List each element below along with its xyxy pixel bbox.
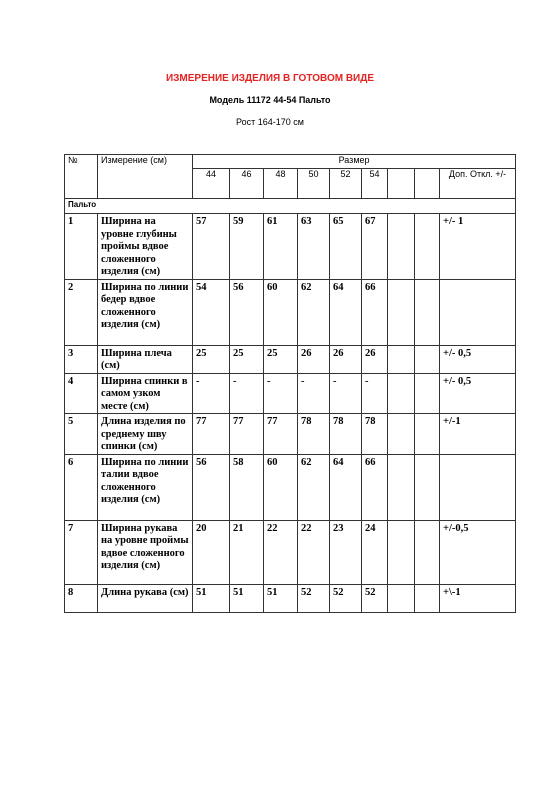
header-measurement: Измерение (см) [98, 155, 193, 199]
document-title: ИЗМЕРЕНИЕ ИЗДЕЛИЯ В ГОТОВОМ ВИДЕ [165, 73, 375, 84]
tolerance-value: +\-1 [440, 584, 516, 612]
size-value: 77 [193, 414, 230, 455]
size-value: 77 [230, 414, 264, 455]
size-value: 25 [193, 345, 230, 373]
tolerance-value: +/- 1 [440, 214, 516, 280]
size-value: 78 [330, 414, 362, 455]
row-number: 2 [65, 279, 98, 345]
row-measurement: Ширина спинки в самом узком месте (см) [98, 373, 193, 414]
size-value: 58 [230, 454, 264, 520]
header-number: № [65, 155, 98, 199]
size-value: 61 [264, 214, 298, 280]
size-value [388, 279, 415, 345]
row-measurement: Ширина плеча (см) [98, 345, 193, 373]
size-value [388, 520, 415, 584]
row-number: 8 [65, 584, 98, 612]
size-value: 24 [362, 520, 388, 584]
size-value: 52 [362, 584, 388, 612]
height-label: Рост 164-170 см [236, 117, 304, 127]
size-value: 51 [193, 584, 230, 612]
size-value: 56 [193, 454, 230, 520]
size-value [388, 345, 415, 373]
size-value: 22 [298, 520, 330, 584]
size-value: - [193, 373, 230, 414]
size-value [388, 414, 415, 455]
size-value: 65 [330, 214, 362, 280]
size-value: 52 [298, 584, 330, 612]
size-value: 51 [264, 584, 298, 612]
table-row [65, 454, 516, 520]
size-header: 52 [330, 169, 362, 199]
size-value: 57 [193, 214, 230, 280]
tolerance-value: +/- 0,5 [440, 373, 516, 414]
size-value: 51 [230, 584, 264, 612]
size-value [415, 279, 440, 345]
size-value: 26 [330, 345, 362, 373]
size-value [388, 214, 415, 280]
size-value: 20 [193, 520, 230, 584]
table-row [65, 520, 516, 584]
size-value [415, 214, 440, 280]
size-value: 78 [298, 414, 330, 455]
size-value [415, 520, 440, 584]
tolerance-value [440, 279, 516, 345]
header-tolerance: Доп. Откл. +/- [440, 169, 516, 199]
row-number: 5 [65, 414, 98, 455]
table-row [65, 584, 516, 612]
size-value: 78 [362, 414, 388, 455]
size-value: 64 [330, 454, 362, 520]
table-row [65, 414, 516, 455]
table-body [65, 214, 516, 613]
size-value: 66 [362, 279, 388, 345]
size-value: 62 [298, 279, 330, 345]
size-value: 21 [230, 520, 264, 584]
section-label: Пальто [65, 199, 516, 214]
size-value: 52 [330, 584, 362, 612]
row-number: 4 [65, 373, 98, 414]
tolerance-value [440, 454, 516, 520]
size-value: - [330, 373, 362, 414]
size-value [415, 345, 440, 373]
size-header: 50 [298, 169, 330, 199]
row-measurement: Ширина по линии талии вдвое сложенного изделия (см) [98, 454, 193, 520]
size-value: 60 [264, 454, 298, 520]
measurement-table [64, 154, 516, 613]
size-value [415, 373, 440, 414]
size-value: - [298, 373, 330, 414]
size-header [388, 169, 415, 199]
row-measurement: Длина изделия по среднему шву спинки (см) [98, 414, 193, 455]
size-value: 22 [264, 520, 298, 584]
size-value: 26 [298, 345, 330, 373]
row-measurement: Ширина на уровне глубины проймы вдвое сложенного изделия (см) [98, 214, 193, 280]
model-label: Модель 11172 44-54 Пальто [209, 95, 331, 105]
size-value: 60 [264, 279, 298, 345]
size-header [415, 169, 440, 199]
size-value: 26 [362, 345, 388, 373]
tolerance-value: +/- 0,5 [440, 345, 516, 373]
header-size: Размер [193, 155, 516, 169]
row-number: 3 [65, 345, 98, 373]
size-header: 54 [362, 169, 388, 199]
size-header: 46 [230, 169, 264, 199]
size-value: 56 [230, 279, 264, 345]
size-header: 44 [193, 169, 230, 199]
row-measurement: Длина рукава (см) [98, 584, 193, 612]
size-value: 67 [362, 214, 388, 280]
tolerance-value: +/-1 [440, 414, 516, 455]
tolerance-value: +/-0,5 [440, 520, 516, 584]
size-value: 66 [362, 454, 388, 520]
size-value: - [264, 373, 298, 414]
size-header: 48 [264, 169, 298, 199]
size-value [415, 454, 440, 520]
size-value: 54 [193, 279, 230, 345]
row-measurement: Ширина рукава на уровне проймы вдвое сложенного изделия (см) [98, 520, 193, 584]
table-row [65, 373, 516, 414]
size-value: - [362, 373, 388, 414]
table-row [65, 214, 516, 280]
size-value: 25 [264, 345, 298, 373]
size-value: 63 [298, 214, 330, 280]
table-row [65, 345, 516, 373]
size-value: 59 [230, 214, 264, 280]
row-number: 6 [65, 454, 98, 520]
size-value: 25 [230, 345, 264, 373]
row-number: 7 [65, 520, 98, 584]
size-value [415, 414, 440, 455]
size-value [388, 373, 415, 414]
size-value: 77 [264, 414, 298, 455]
size-value: 23 [330, 520, 362, 584]
table-row [65, 279, 516, 345]
size-value: 62 [298, 454, 330, 520]
row-number: 1 [65, 214, 98, 280]
size-value: 64 [330, 279, 362, 345]
size-value [388, 454, 415, 520]
size-value: - [230, 373, 264, 414]
size-value [415, 584, 440, 612]
row-measurement: Ширина по линии бедер вдвое сложенного изделия (см) [98, 279, 193, 345]
size-value [388, 584, 415, 612]
